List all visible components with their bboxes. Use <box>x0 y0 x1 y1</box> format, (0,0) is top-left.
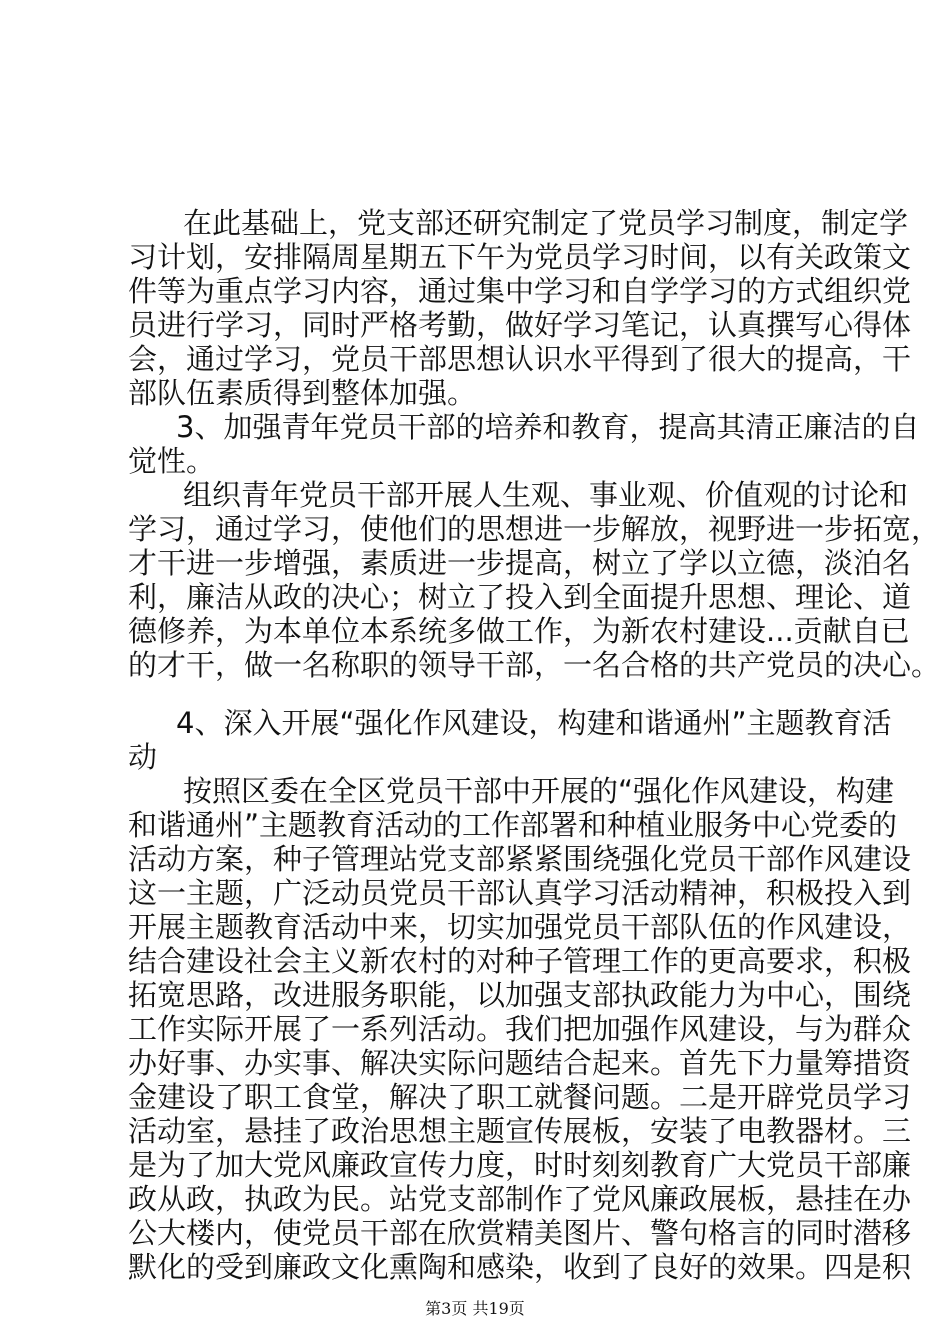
paragraph-line: 默化的受到廉政文化熏陶和感染，收到了良好的效果。四是积 <box>128 1250 912 1284</box>
paragraph-line: 部队伍素质得到整体加强。 <box>128 376 477 410</box>
paragraph-line: 工作实际开展了一系列活动。我们把加强作风建设，与为群众 <box>128 1012 912 1046</box>
paragraph-line: 按照区委在全区党员干部中开展的“强化作风建设，构建 <box>183 774 895 808</box>
paragraph-line: 活动方案，种子管理站党支部紧紧围绕强化党员干部作风建设 <box>128 842 912 876</box>
paragraph-line: 是为了加大党风廉政宣传力度，时时刻刻教育广大党员干部廉 <box>128 1148 912 1182</box>
paragraph-line: 开展主题教育活动中来，切实加强党员干部队伍的作风建设， <box>128 910 912 944</box>
paragraph-line: 金建设了职工食堂，解决了职工就餐问题。二是开辟党员学习 <box>128 1080 912 1114</box>
section-heading-line: 动 <box>128 740 158 774</box>
page-number-footer: 第3页 共19页 <box>425 1299 525 1318</box>
section-heading-line: 4、深入开展“强化作风建设，构建和谐通州”主题教育活 <box>176 706 892 740</box>
section-heading-line: 3、加强青年党员干部的培养和教育，提高其清正廉洁的自 <box>176 410 920 444</box>
paragraph-line: 和谐通州”主题教育活动的工作部署和种植业服务中心党委的 <box>128 808 898 842</box>
paragraph-line: 在此基础上，党支部还研究制定了党员学习制度，制定学 <box>183 206 909 240</box>
paragraph-line: 这一主题，广泛动员党员干部认真学习活动精神，积极投入到 <box>128 876 912 910</box>
paragraph-line: 组织青年党员干部开展人生观、事业观、价值观的讨论和 <box>183 478 909 512</box>
paragraph-line: 拓宽思路，改进服务职能，以加强支部执政能力为中心，围绕 <box>128 978 912 1012</box>
paragraph-line: 件等为重点学习内容，通过集中学习和自学学习的方式组织党 <box>128 274 912 308</box>
paragraph-line: 政从政，执政为民。站党支部制作了党风廉政展板，悬挂在办 <box>128 1182 912 1216</box>
paragraph-line: 的才干，做一名称职的领导干部，一名合格的共产党员的决心。 <box>128 648 941 682</box>
section-heading-line: 觉性。 <box>128 444 216 478</box>
paragraph-line: 利，廉洁从政的决心；树立了投入到全面提升思想、理论、道 <box>128 580 912 614</box>
paragraph-line: 公大楼内，使党员干部在欣赏精美图片、警句格言的同时潜移 <box>128 1216 912 1250</box>
paragraph-line: 才干进一步增强，素质进一步提高，树立了学以立德，淡泊名 <box>128 546 912 580</box>
paragraph-line: 德修养，为本单位本系统多做工作，为新农村建设...贡献自已 <box>128 614 910 648</box>
paragraph-line: 习计划，安排隔周星期五下午为党员学习时间，以有关政策文 <box>128 240 912 274</box>
paragraph-line: 学习，通过学习，使他们的思想进一步解放，视野进一步拓宽， <box>128 512 941 546</box>
paragraph-line: 员进行学习，同时严格考勤，做好学习笔记，认真撰写心得体 <box>128 308 912 342</box>
paragraph-line: 会，通过学习，党员干部思想认识水平得到了很大的提高，干 <box>128 342 912 376</box>
paragraph-line: 办好事、办实事、解决实际问题结合起来。首先下力量筹措资 <box>128 1046 912 1080</box>
paragraph-line: 活动室，悬挂了政治思想主题宣传展板，安装了电教器材。三 <box>128 1114 912 1148</box>
paragraph-line: 结合建设社会主义新农村的对种子管理工作的更高要求，积极 <box>128 944 912 978</box>
